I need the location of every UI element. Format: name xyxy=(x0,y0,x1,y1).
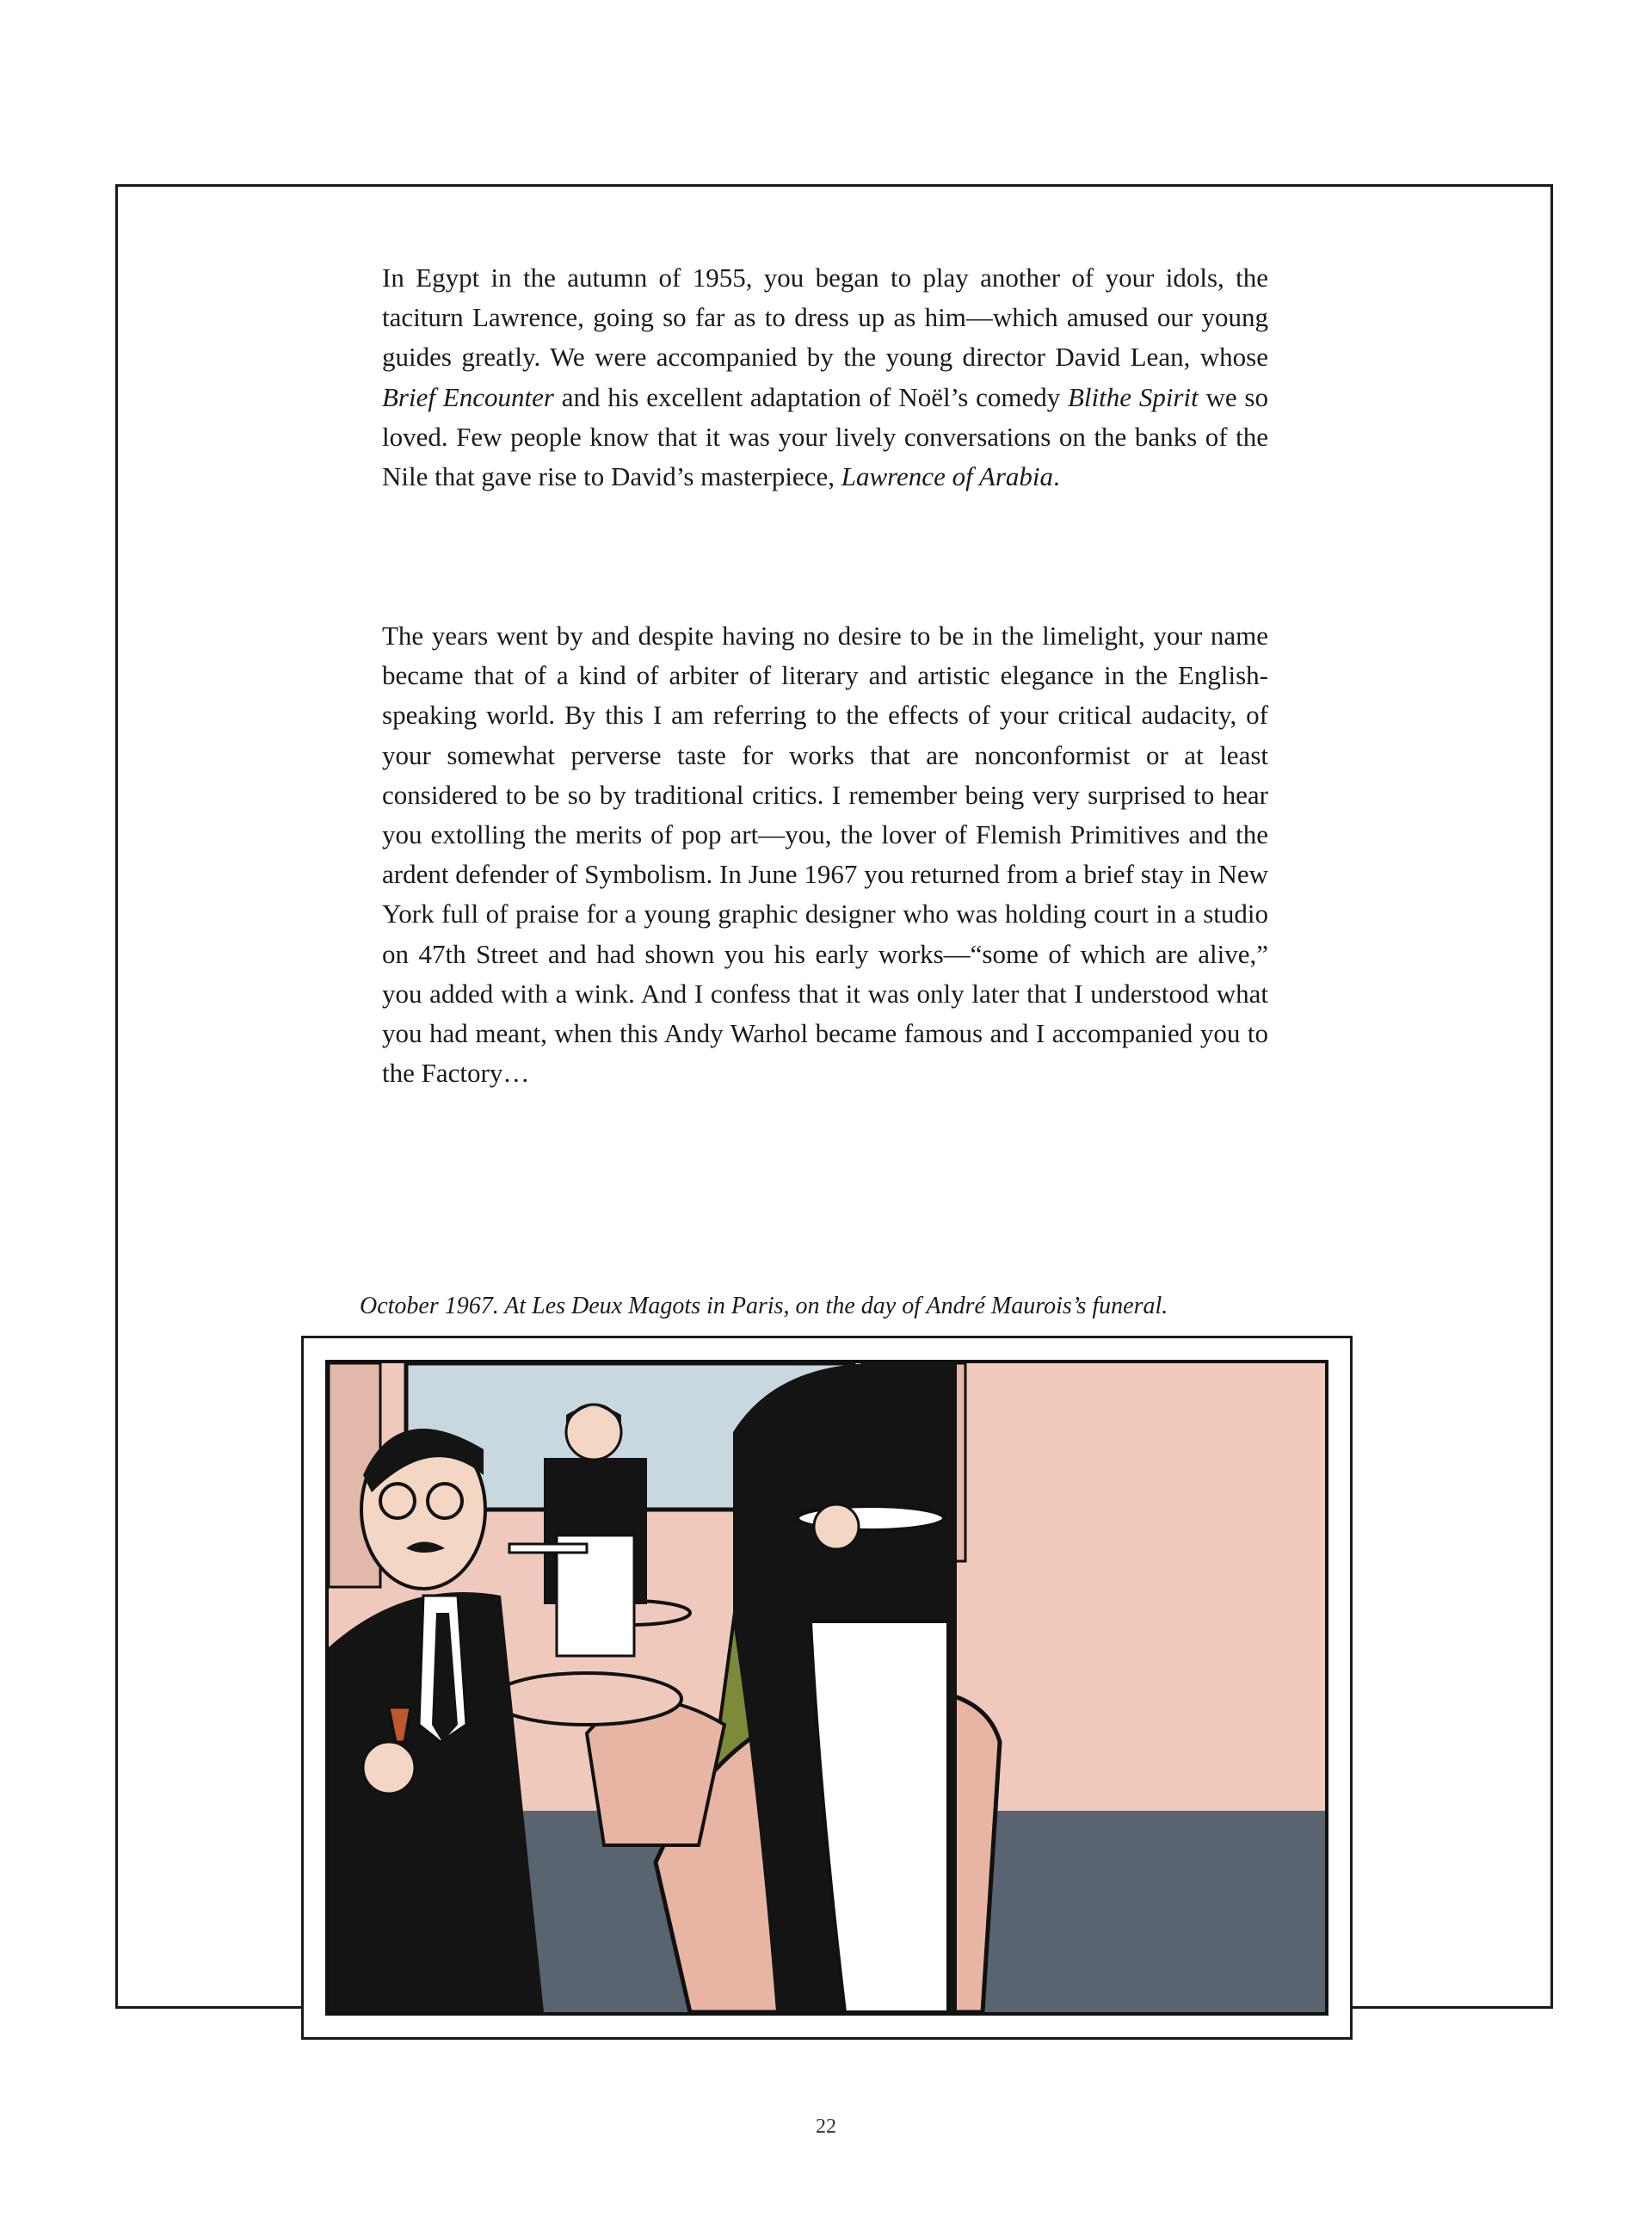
body-paragraph-1 xyxy=(382,258,1268,497)
body-paragraph-2: The years went by and despite having no desire to be in the limelight, your name became that of a kind of arbiter of literary and artistic elegance in the English-speaking world. By this I am referring to the effects of your critical audacity, of your somewhat perverse taste for works that are nonconformist or at least considered to be so by traditional critics. I remember being very surprised to hear you extolling the merits of pop art—you, the lover of Flemish Primitives and the ardent defender of Symbolism. In June 1967 you returned from a brief stay in New York full of praise for a young graphic designer who was holding court in a studio on 47th Street and had shown you his early works—“some of which are alive,” you added with a wink. And I confess that it was only later that I understood what you had meant, when this Andy Warhol became famous and I accompanied you to the Factory… xyxy=(382,621,1268,1089)
text-run: and his excellent adaptation of Noël’s comedy xyxy=(553,381,1068,412)
text-run: we so loved. Few people know that it was your lively conversations on the banks of the Nile that gave rise to David’s masterpiece, xyxy=(382,381,1268,492)
cafe-illustration xyxy=(325,1360,1328,2016)
text-run: In Egypt in the autumn of 1955, you began to play another of your idols, the taciturn Lawrence, going so far as to dress up as him—which amused our young guides greatly. We were accompanied by the young director David Lean, whose xyxy=(382,262,1268,373)
bistro-table xyxy=(492,1673,681,1725)
italic-title: Lawrence of Arabia xyxy=(841,461,1053,492)
page-number: 22 xyxy=(816,2115,836,2138)
illustration-caption: October 1967. At Les Deux Magots in Paris, on the day of André Maurois’s funeral. xyxy=(360,1293,1168,1319)
italic-title: Blithe Spirit xyxy=(1068,381,1199,412)
text-run: . xyxy=(1053,461,1060,492)
italic-title: Brief Encounter xyxy=(382,381,554,412)
